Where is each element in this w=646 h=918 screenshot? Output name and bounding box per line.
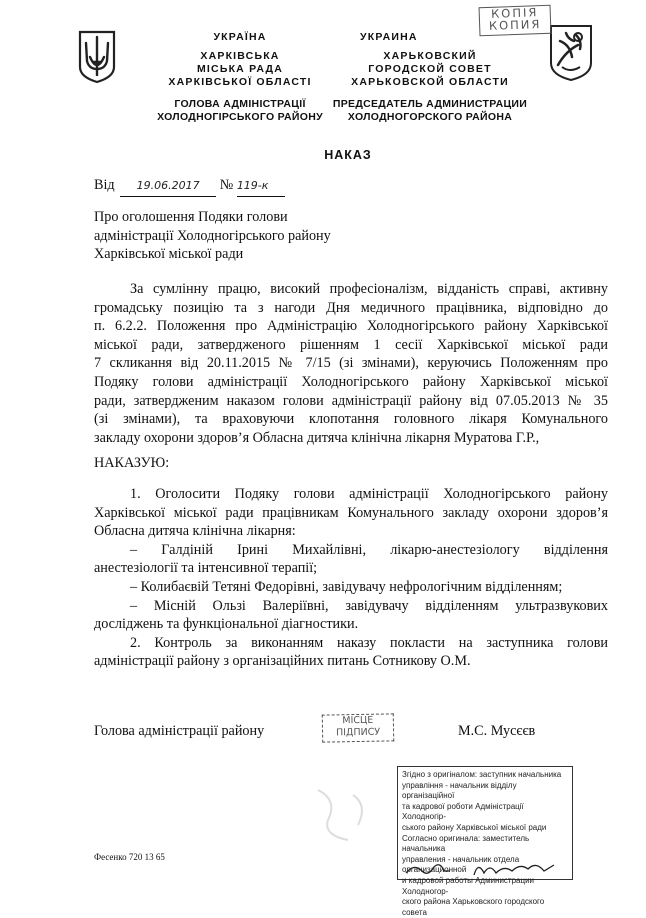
header-ua-position — [130, 98, 350, 124]
item1-line: Харківської міської ради працівникам Комунального закладу охорони здоров’я — [94, 504, 608, 521]
ua-position-line: ХОЛОДНОГІРСЬКОГО РАЙОНУ — [157, 111, 323, 123]
item2-line: 2. Контроль за виконанням наказу покласти на заступника голови — [130, 634, 608, 651]
certification-line: и кадровой работы Администрации Холодногор- — [402, 875, 535, 896]
executor-info: Фесенко 720 13 65 — [94, 852, 165, 862]
ru-council-line: ХАРЬКОВСКОЙ ОБЛАСТИ — [351, 76, 509, 88]
preamble-block — [94, 280, 608, 447]
preamble-line: п. 6.2.2. Положення про Адміністрацію Холодногірського району Харківської — [94, 318, 608, 335]
person3-line: досліджень та функціональної діагностики. — [94, 616, 359, 633]
item1-line: Обласна дитяча клінічна лікарня: — [94, 523, 296, 540]
document-title: НАКАЗ — [324, 148, 372, 162]
preamble-line: 7 скликання від 20.11.2015 № 7/15 (зі змінами), керуючись Положенням про — [94, 355, 608, 372]
preamble-line: За сумлінну працю, високий професіоналізм, відданість справі, активну — [130, 281, 608, 297]
certification-stamp — [397, 766, 573, 917]
certification-line: Согласно оригинала: заместитель начальника — [402, 833, 530, 854]
preamble-line: міської ради, затвердженого рішенням 1 сесії Харківської міської ради — [94, 336, 608, 353]
date-line — [94, 176, 394, 197]
number-label: № — [219, 177, 234, 193]
preamble-line: громадську позицію та з нагоди Дня медичного працівника, відповідно до — [94, 299, 608, 316]
certification-signature-icon — [404, 859, 566, 879]
kharkiv-coat-of-arms-icon — [548, 23, 594, 83]
header-ua-council — [140, 50, 340, 89]
preamble-line: (зі змінами), та враховуючи клопотання головного лікаря Комунального — [94, 411, 608, 428]
subject-block — [94, 208, 394, 264]
order-items — [94, 485, 608, 671]
certification-line: управления - начальник отдела организационной — [402, 854, 520, 875]
signature-position: Голова адміністрації району — [94, 723, 265, 739]
ru-council-line: ГОРОДСКОЙ СОВЕТ — [368, 63, 492, 75]
signature-stamp-line: МІСЦЕ — [342, 714, 374, 727]
preamble-line: ради, затвердженим наказом голови адміністрації району від 07.05.2013 № 35 — [94, 392, 608, 409]
order-word: НАКАЗУЮ: — [94, 455, 170, 471]
header-ru-council — [330, 50, 530, 89]
subject-line: Про оголошення Подяки голови — [94, 209, 288, 225]
header-ua-country: УКРАЇНА — [213, 31, 267, 43]
certification-line: та кадрової роботи Адміністрації Холодногір- — [402, 801, 524, 822]
person1-line: анестезіології та інтенсивної терапії; — [94, 560, 318, 577]
date-from-label: Від — [94, 177, 115, 193]
person3-line: – Місній Ользі Валеріївні, завідувачу відділенням ультразвукових — [130, 597, 608, 614]
header-ru-position — [318, 98, 542, 124]
preamble-line: закладу охорони здоров’я Обласна дитяча клінічна лікарня Муратова Г.Р., — [94, 429, 540, 446]
certification-line: ського району Харківської міської ради — [402, 822, 547, 832]
ua-council-line: ХАРКІВСЬКА — [200, 50, 280, 62]
ua-position-line: ГОЛОВА АДМІНІСТРАЦІЇ — [174, 98, 306, 110]
signatory-name: М.С. Мусєєв — [458, 723, 536, 739]
ru-position-line: ПРЕДСЕДАТЕЛЬ АДМИНИСТРАЦИИ — [332, 98, 528, 110]
signature-stamp-line: ПІДПИСУ — [335, 726, 381, 738]
person2-line: – Колибаєвій Тетяні Федорівні, завідувачу нефрологічним відділенням; — [130, 578, 563, 595]
ua-council-line: ХАРКІВСЬКОЇ ОБЛАСТІ — [168, 76, 312, 88]
item1-line: 1. Оголосити Подяку голови адміністрації Холодногірського району — [130, 486, 608, 502]
subject-line: Харківської міської ради — [94, 246, 244, 263]
certification-line: ского района Харьковского городского совета — [402, 897, 545, 917]
date-value: 19.06.2017 — [120, 177, 216, 197]
subject-line: адміністрації Холодногірського району — [94, 227, 331, 244]
copy-stamp-ru: КОПИЯ — [488, 17, 542, 33]
copy-stamp-ua: КОПІЯ — [490, 5, 539, 21]
item2-line: адміністрації району з організаційних питань Сотникову О.М. — [94, 653, 471, 670]
person1-line: – Галдіній Ірині Михайлівні, лікарю-анестезіологу відділення — [130, 541, 608, 558]
header-ru-country: УКРАИНА — [360, 31, 418, 43]
ukraine-coat-of-arms-icon — [77, 29, 117, 85]
preamble-line: Подяку голови адміністрації Холодногірського району Харківської міської — [94, 373, 608, 390]
ua-council-line: МІСЬКА РАДА — [196, 63, 284, 75]
faint-handwriting-mark — [308, 780, 388, 850]
certification-line: Згідно з оригіналом: заступник начальника — [402, 770, 562, 779]
certification-line: управління - начальник відділу організаційної — [402, 780, 517, 801]
signature-stamp — [322, 713, 394, 742]
number-value: 119-к — [237, 177, 285, 197]
ru-position-line: ХОЛОДНОГОРСКОГО РАЙОНА — [347, 111, 513, 123]
ru-council-line: ХАРЬКОВСКИЙ — [383, 50, 477, 62]
